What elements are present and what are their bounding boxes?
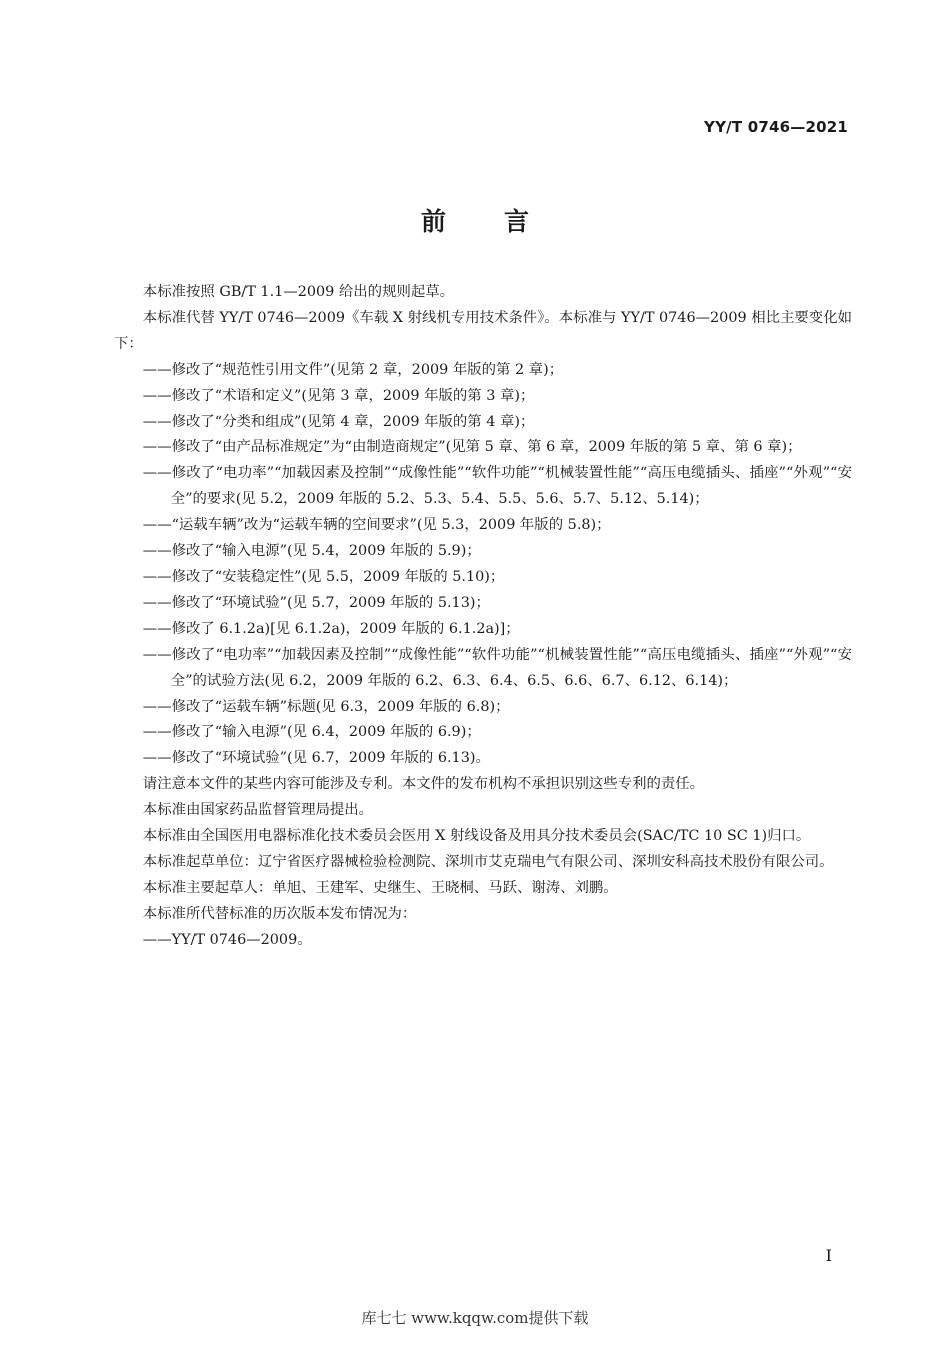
list-item: ——修改了“输入电源”(见 5.4，2009 年版的 5.9)； <box>142 543 481 560</box>
list-item: ——修改了“环境试验”(见 6.7，2009 年版的 6.13)。 <box>142 750 490 767</box>
paragraph: 本标准主要起草人：单旭、王建军、史继生、王晓桐、马跃、谢涛、刘鹏。 <box>142 879 618 896</box>
paragraph: 本标准由国家药品监督管理局提出。 <box>142 802 374 819</box>
paragraph: 本标准所代替标准的历次版本发布情况为： <box>142 905 417 922</box>
paragraph: 本标准代替 YY/T 0746—2009《车载 X 射线机专用技术条件》。本标准与 YY/T 0746—2009 相比主要变化如下： <box>114 309 852 352</box>
list-item: ——修改了“电功率”“加载因素及控制”“成像性能”“软件功能”“机械装置性能”“高压电缆插头、插座”“外观”“安全”的试验方法(见 6.2，2009 年版的 6.2、6.3、6.4、6.5、6.6、6.7、6.12、6.14)； <box>142 646 852 689</box>
paragraph: 本标准按照 GB/T 1.1—2009 给出的规则起草。 <box>142 284 455 300</box>
list-item: ——修改了“电功率”“加载因素及控制”“成像性能”“软件功能”“机械装置性能”“高压电缆插头、插座”“外观”“安全”的要求(见 5.2，2009 年版的 5.2、5.3、5.4、5.5、5.6、5.7、5.12、5.14)； <box>142 465 852 508</box>
download-footer: 库七七 www.kqqw.com提供下载 <box>361 1309 589 1327</box>
document-body <box>114 280 852 954</box>
page-number: I <box>825 1246 832 1265</box>
history-item: ——YY/T 0746—2009。 <box>142 931 312 948</box>
list-item: ——修改了“术语和定义”(见第 3 章，2009 年版的第 3 章)； <box>142 387 535 404</box>
list-item: ——“运载车辆”改为“运载车辆的空间要求”(见 5.3，2009 年版的 5.8)； <box>142 517 611 534</box>
list-item: ——修改了“规范性引用文件”(见第 2 章，2009 年版的第 2 章)； <box>142 361 564 378</box>
list-item: ——修改了“分类和组成”(见第 4 章，2009 年版的第 4 章)； <box>142 413 535 430</box>
list-item: ——修改了“安装稳定性”(见 5.5，2009 年版的 5.10)； <box>142 568 505 585</box>
paragraph: 请注意本文件的某些内容可能涉及专利。本文件的发布机构不承担识别这些专利的责任。 <box>142 776 705 793</box>
list-item: ——修改了“环境试验”(见 5.7，2009 年版的 5.13)； <box>142 594 490 611</box>
standard-code: YY/T 0746—2021 <box>704 118 848 136</box>
list-item: ——修改了“运载车辆”标题(见 6.3，2009 年版的 6.8)； <box>142 698 510 715</box>
paragraph: 本标准由全国医用电器标准化技术委员会医用 X 射线设备及用具分技术委员会(SAC/TC 10 SC 1)归口。 <box>142 828 811 845</box>
paragraph: 本标准起草单位：辽宁省医疗器械检验检测院、深圳市艾克瑞电气有限公司、深圳安科高技术股份有限公司。 <box>142 853 834 870</box>
list-item: ——修改了 6.1.2a)[见 6.1.2a)，2009 年版的 6.1.2a)]； <box>142 620 520 637</box>
page-title: 前言 <box>420 207 587 236</box>
changes-list <box>114 358 852 773</box>
list-item: ——修改了“由产品标准规定”为“由制造商规定”(见第 5 章、第 6 章，2009 年版的第 5 章、第 6 章)； <box>142 439 802 456</box>
list-item: ——修改了“输入电源”(见 6.4，2009 年版的 6.9)； <box>142 724 481 741</box>
